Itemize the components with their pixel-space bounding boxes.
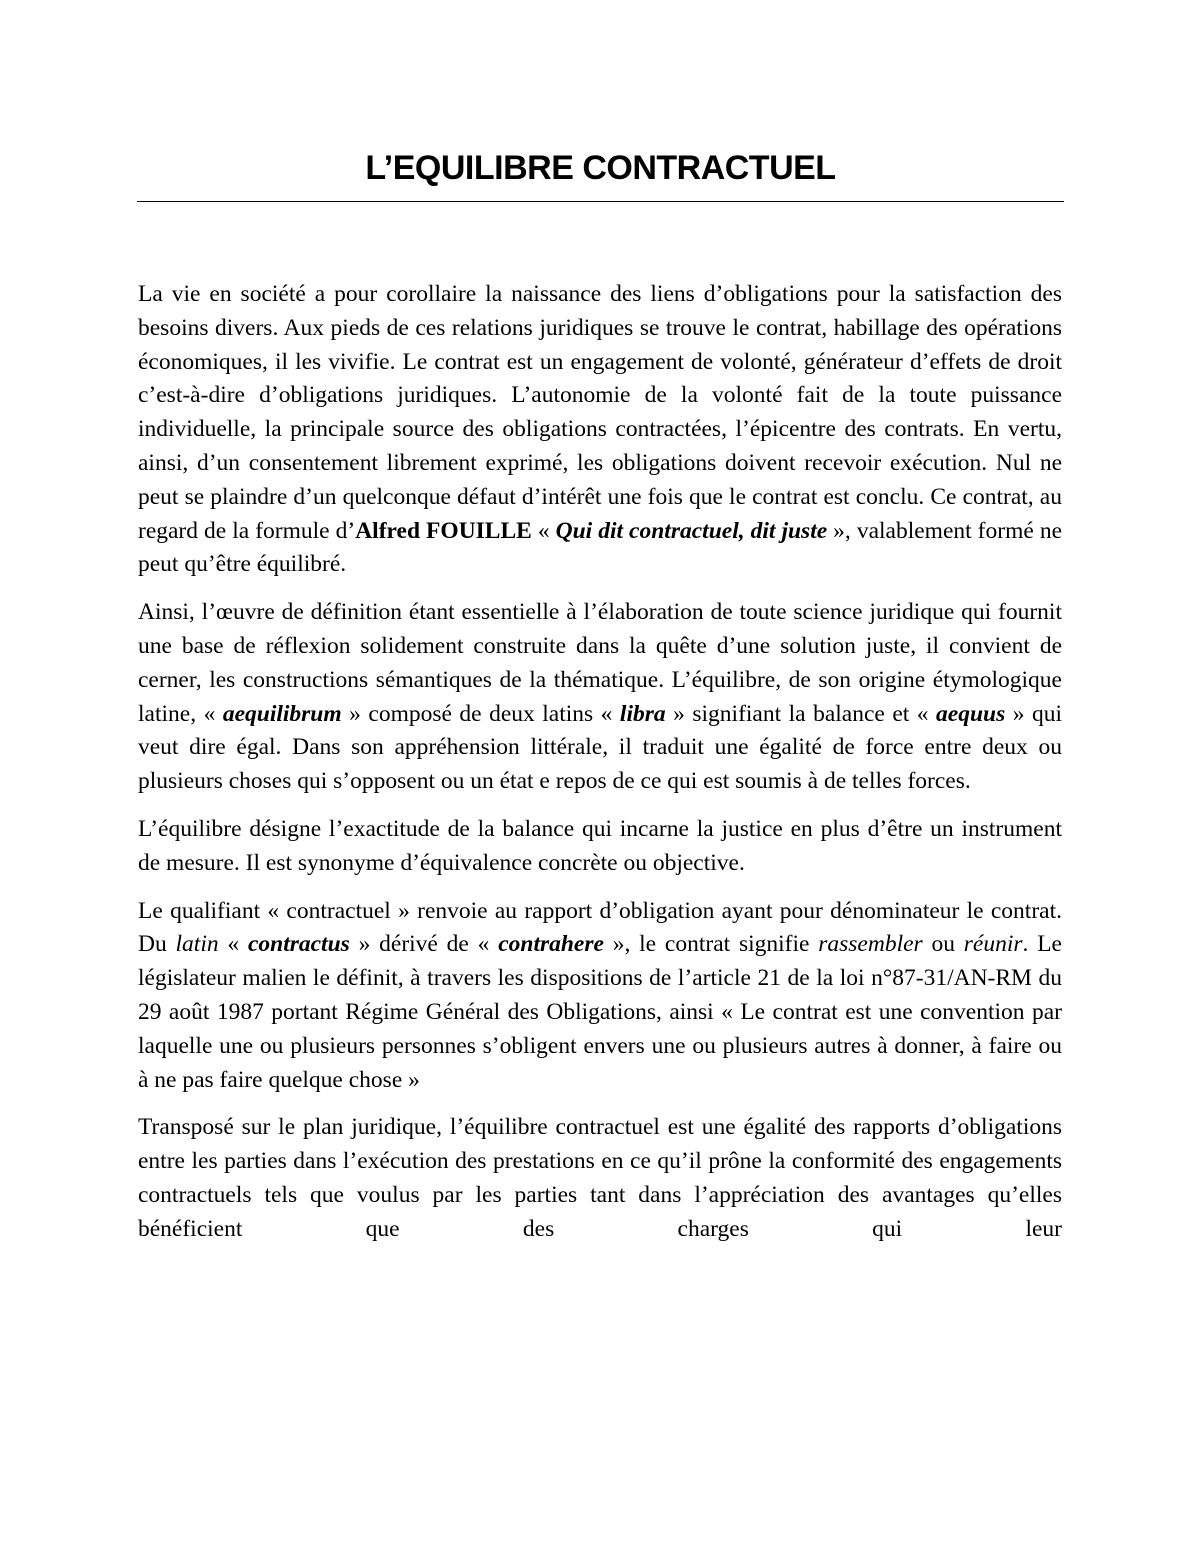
italic-word: latin bbox=[175, 931, 219, 958]
latin-term: aequus bbox=[936, 700, 1006, 727]
paragraph-text: Transposé sur le plan juridique, l’équilibre contractuel est une égalité des rapports d’obligations entre les parties dans l’exécution des prestations en ce qu’il prône la conformité des engagements contractuels tels que voulus par les parties tant dans l’appréciation des avantages qu’elles bénéficient que des charges qui leur bbox=[138, 1114, 1062, 1242]
paragraph-text: ou bbox=[922, 931, 964, 958]
paragraph-text: . Le législateur malien le définit, à travers les dispositions de l’article 21 de la loi n°87-31/AN-RM du 29 août 1987 portant Régime Général des Obligations, ainsi « Le contrat est une convention par laquelle une ou plusieurs personnes s’obligent envers une ou plusieurs autres à donner, à faire ou à ne pas faire quelque chose » bbox=[138, 931, 1062, 1093]
paragraph-text: La vie en société a pour corollaire la naissance des liens d’obligations pour la satisfaction des besoins divers. Aux pieds de ces relations juridiques se trouve le contrat, habillage des opérations économiques, il les vivifie. Le contrat est un engagement de volonté, générateur d’effets de droit c’est-à-dire d’obligations juridiques. L’autonomie de la volonté fait de la toute puissance individuelle, la principale source des obligations contractées, l’épicentre des contrats. En vertu, ainsi, d’un consentement librement exprimé, les obligations doivent recevoir exécution. Nul ne peut se plaindre d’un quelconque défaut d’intérêt une fois que le contrat est conclu. Ce contrat, au regard de la formule d’ bbox=[138, 281, 1062, 544]
latin-term: contrahere bbox=[498, 931, 604, 958]
paragraph-etymology bbox=[138, 596, 1062, 799]
italic-word: réunir bbox=[963, 931, 1023, 958]
paragraph-text: » qui veut dire égal. Dans son appréhension littérale, il traduit une égalité de force entre deux ou plusieurs choses qui s’opposent ou un état e repos de ce qui est soumis à de telles forces. bbox=[138, 700, 1063, 795]
paragraph-introduction bbox=[138, 278, 1062, 582]
paragraph-text: » dérivé de « bbox=[349, 931, 499, 958]
latin-term: contractus bbox=[247, 931, 350, 958]
quotation: Qui dit contractuel, dit juste bbox=[555, 517, 828, 544]
title-underline bbox=[137, 201, 1064, 202]
paragraph-text: », le contrat signifie bbox=[603, 931, 819, 958]
paragraph-balance bbox=[138, 813, 1062, 881]
document-body bbox=[138, 278, 1062, 1261]
paragraph-text: », valablement formé ne peut qu’être équilibré. bbox=[138, 517, 1062, 578]
document-title: L’EQUILIBRE CONTRACTUEL bbox=[365, 149, 836, 187]
latin-term: aequilibrum bbox=[222, 700, 342, 727]
paragraph-text: « bbox=[218, 931, 248, 958]
paragraph-text: » composé de deux latins « bbox=[341, 700, 620, 727]
latin-term: libra bbox=[619, 700, 666, 727]
paragraph-text: » signifiant la balance et « bbox=[665, 700, 937, 727]
paragraph-text: « bbox=[531, 517, 556, 544]
paragraph-legal-definition bbox=[138, 1111, 1062, 1246]
author-name: Alfred FOUILLE bbox=[355, 517, 532, 544]
paragraph-text: Le qualifiant « contractuel » renvoie au rapport d’obligation ayant pour dénominateur le contrat. Du bbox=[138, 897, 1062, 958]
italic-word: rassembler bbox=[818, 931, 923, 958]
paragraph-contractual bbox=[138, 895, 1062, 1098]
paragraph-text: Ainsi, l’œuvre de définition étant essentielle à l’élaboration de toute science juridique qui fournit une base de réflexion solidement construite dans la quête d’une solution juste, il convient de cerner, les constructions sémantiques de la thématique. L’équilibre, de son origine étymologique latine, « bbox=[138, 599, 1062, 727]
paragraph-text: L’équilibre désigne l’exactitude de la balance qui incarne la justice en plus d’être un instrument de mesure. Il est synonyme d’équivalence concrète ou objective. bbox=[138, 815, 1062, 876]
